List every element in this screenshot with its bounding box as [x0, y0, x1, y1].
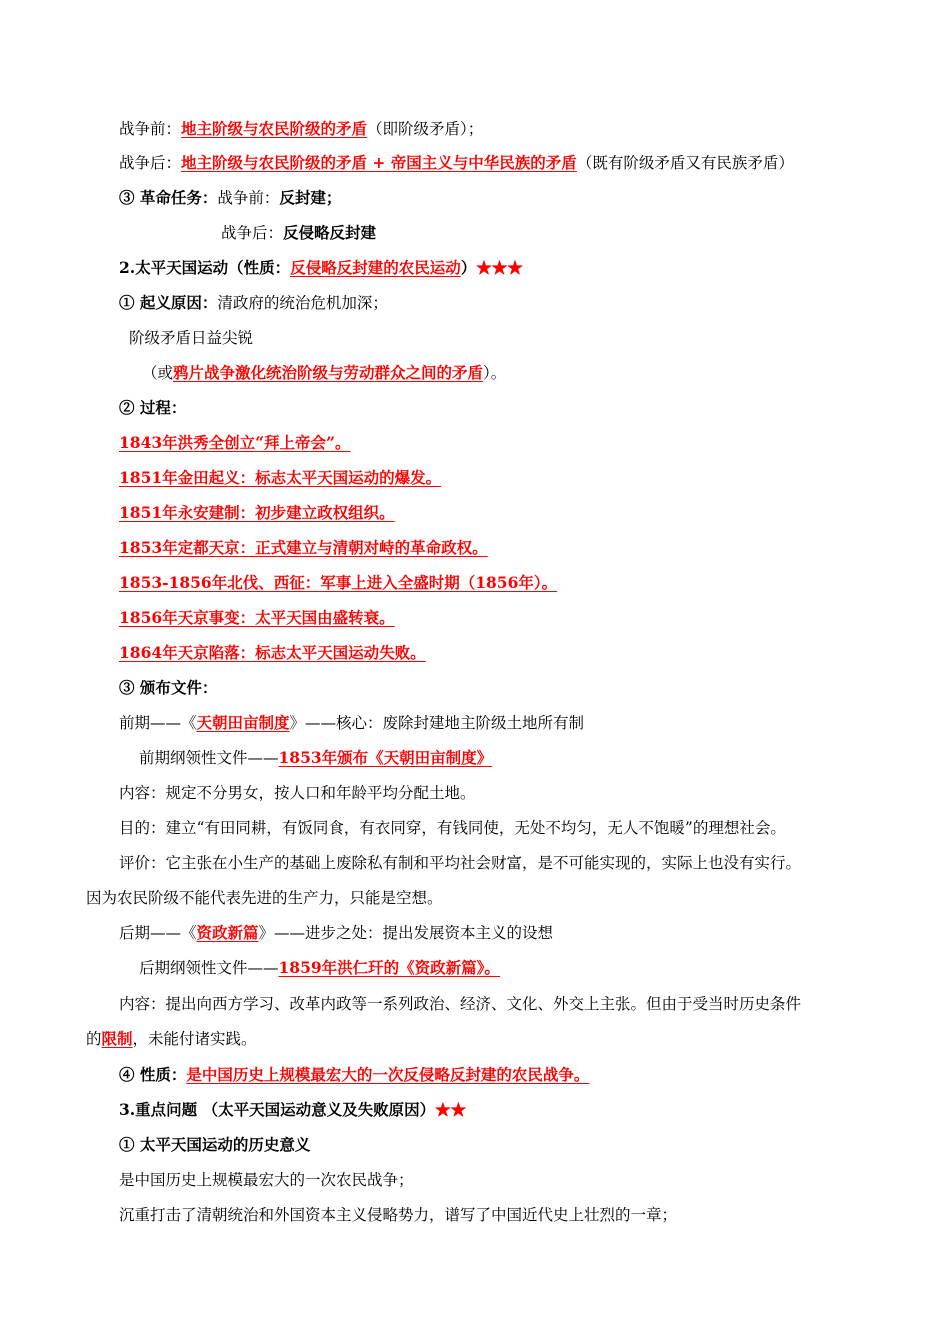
line-process-heading: ② 过程： — [119, 398, 187, 417]
line-significance-heading: ① 太平天国运动的历史意义 — [119, 1135, 311, 1154]
section-heading-taiping: 2.太平天国运动（性质：反侵略反封建的农民运动）★★★ — [119, 258, 523, 277]
timeline-item-1853-1856: 1853-1856年北伐、西征：军事上进入全盛时期（1856年）。 — [119, 573, 558, 592]
highlight: 鸦片战争激化统治阶级与劳动群众之间的矛盾 — [173, 363, 484, 382]
section-heading-key-issues: 3.重点问题 （太平天国运动意义及失败原因）★★ — [119, 1100, 467, 1119]
line-documents-heading: ③ 颁布文件： — [119, 678, 218, 697]
note: （既有阶级矛盾又有民族矛盾） — [576, 154, 794, 172]
note: （即阶级矛盾）； — [367, 120, 484, 138]
line-late-content-cont: 的限制，未能付诸实践。 — [86, 1029, 257, 1048]
line-cause — [119, 292, 388, 314]
line-early-program: 前期纲领性文件——1853年颁布《天朝田亩制度》 — [139, 748, 493, 767]
value: 反侵略反封建 — [283, 223, 377, 242]
line-purpose: 目的：建立“有田同耕，有饭同食，有衣同穿，有钱同使，无处不均匀，无人不饱暖”的理想社会。 — [119, 819, 786, 837]
label: 战争后： — [119, 154, 182, 172]
importance-stars: ★★★ — [476, 258, 523, 277]
highlight: 1859年洪仁玕的《资政新篇》。 — [278, 958, 500, 977]
highlight: 地主阶级与农民阶级的矛盾 — [181, 119, 368, 138]
heading: ① 起义原因： — [119, 293, 218, 312]
line-revolution-task — [119, 187, 341, 209]
line-nature — [119, 1064, 589, 1086]
line-content: 内容：规定不分男女，按人口和年龄平均分配土地。 — [119, 784, 476, 802]
label: 战争前： — [217, 189, 280, 207]
line-late-content: 内容：提出向西方学习、改革内政等一系列政治、经济、文化、外交上主张。但由于受当时历史条件 — [119, 995, 802, 1013]
importance-stars: ★★ — [435, 1100, 467, 1119]
highlight: 反侵略反封建的农民运动 — [290, 258, 461, 277]
text: 清政府的统治危机加深； — [217, 294, 388, 312]
highlight: 天朝田亩制度 — [196, 713, 290, 732]
value: 反封建； — [279, 188, 342, 207]
line-significance-1: 是中国历史上规模最宏大的一次农民战争； — [119, 1171, 414, 1189]
line-opium-war-conflict: （或鸦片战争激化统治阶级与劳动群众之间的矛盾）。 — [142, 363, 507, 382]
timeline-item-1853: 1853年定都天京：正式建立与清朝对峙的革命政权。 — [119, 538, 488, 557]
line-class-conflict: 阶级矛盾日益尖锐 — [129, 329, 254, 347]
line-after-war — [119, 152, 794, 174]
highlight: 是中国历史上规模最宏大的一次反侵略反封建的农民战争。 — [186, 1065, 590, 1084]
line-significance-2: 沉重打击了清朝统治和外国资本主义侵略势力，谱写了中国近代史上壮烈的一章； — [119, 1206, 678, 1224]
line-revolution-task-after — [221, 222, 376, 244]
line-early-document: 前期——《天朝田亩制度》——核心：废除封建地主阶级土地所有制 — [119, 713, 585, 732]
timeline-item-1856: 1856年天京事变：太平天国由盛转衰。 — [119, 608, 395, 627]
highlight: 限制 — [101, 1029, 133, 1048]
label: 战争前： — [119, 120, 182, 138]
highlight: 资政新篇 — [196, 923, 259, 942]
label: 战争后： — [221, 224, 284, 242]
line-late-program: 后期纲领性文件——1859年洪仁玕的《资政新篇》。 — [139, 958, 500, 977]
line-before-war — [119, 118, 483, 140]
highlight: 1853年颁布《天朝田亩制度》 — [278, 748, 493, 767]
line-evaluation-cont: 因为农民阶级不能代表先进的生产力，只能是空想。 — [86, 889, 443, 907]
timeline-item-1843: 1843年洪秀全创立“拜上帝会”。 — [119, 433, 351, 452]
timeline-item-1851-yongan: 1851年永安建制：初步建立政权组织。 — [119, 503, 395, 522]
heading: ④ 性质： — [119, 1065, 187, 1084]
timeline-item-1864: 1864年天京陷落：标志太平天国运动失败。 — [119, 643, 426, 662]
line-evaluation: 评价：它主张在小生产的基础上废除私有制和平均社会财富，是不可能实现的，实际上也没有实行。 — [119, 854, 802, 872]
line-late-document: 后期——《资政新篇》——进步之处：提出发展资本主义的设想 — [119, 923, 554, 942]
highlight: 地主阶级与农民阶级的矛盾 + 帝国主义与中华民族的矛盾 — [181, 153, 577, 172]
timeline-item-1851-jintian: 1851年金田起义：标志太平天国运动的爆发。 — [119, 468, 442, 487]
heading: ③ 革命任务： — [119, 188, 218, 207]
